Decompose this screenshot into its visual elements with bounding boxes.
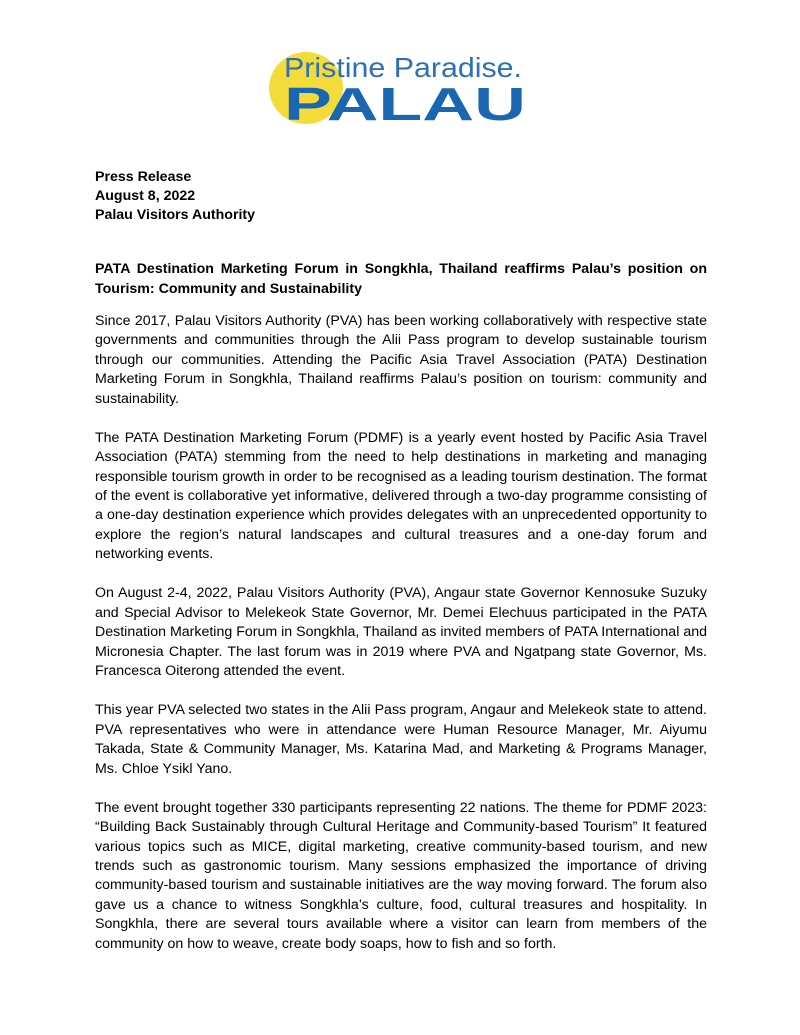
release-organization: Palau Visitors Authority (95, 207, 256, 224)
logo-wordmark: PALAU (284, 78, 526, 126)
release-type: Press Release (95, 169, 192, 185)
paragraph: The PATA Destination Marketing Forum (PDMF) is a yearly event hosted by Pacific Asia Travel Association (PATA) stemming from the need to help destinations in marketing and managing responsible tourism growth in order to be recognised as a leading tourism destination. The format of the event is collaborative yet informative, delivered through a two-day programme consisting of a one-day destination experience which provides delegates with an unprecedented opportunity to explore the region’s natural landscapes and cultural treasures and a one-day forum and networking events. (95, 429, 707, 563)
paragraph: This year PVA selected two states in the Alii Pass program, Angaur and Melekeok state to attend. PVA representatives who were in attendance were Human Resource Manager, Mr. Aiyumu Takada, State & Community Manager, Ms. Katarina Mad, and Marketing & Programs Manager, Ms. Chloe Ysikl Yano. (95, 702, 707, 777)
headline: PATA Destination Marketing Forum in Songkhla, Thailand reaffirms Palau’s position on Tourism: Community and Sustainability (95, 261, 707, 297)
logo-graphic (268, 48, 530, 126)
paragraph: Since 2017, Palau Visitors Authority (PVA) has been working collaboratively with respective state governments and communities through the Alii Pass program to develop sustainable tourism through our communities. Attending the Pacific Asia Travel Association (PATA) Destination Marketing Forum in Songkhla, Thailand reaffirms Palau’s position on tourism: community and sustainability. (95, 313, 707, 407)
logo-tagline: Pristine Paradise. (284, 52, 522, 83)
article-body (95, 312, 707, 974)
press-header (95, 168, 707, 226)
paragraph: On August 2-4, 2022, Palau Visitors Authority (PVA), Angaur state Governor Kennosuke Suzuky and Special Advisor to Melekeok State Governor, Mr. Demei Elechuus participated in the PATA Destination Marketing Forum in Songkhla, Thailand as invited members of PATA International and Micronesia Chapter. The last forum was in 2019 where PVA and Ngatpang state Governor, Ms. Francesca Oiterong attended the event. (95, 585, 707, 680)
palau-logo (268, 48, 530, 126)
paragraph: The event brought together 330 participants representing 22 nations. The theme for PDMF 2023: “Building Back Sustainably through Cultural Heritage and Community-based Tourism” It featured various topics such as MICE, digital marketing, creative community-based tourism, and new trends such as gastronomic tourism. Many sessions emphasized the importance of driving community-based tourism and sustainable initiatives are the way moving forward. The forum also gave us a chance to witness Songkhla’s culture, food, cultural treasures and hospitality. In Songkhla, there are several tours available where a visitor can learn from members of the community on how to weave, create body soaps, how to fish and so forth. (95, 799, 707, 952)
release-date: August 8, 2022 (95, 188, 196, 205)
